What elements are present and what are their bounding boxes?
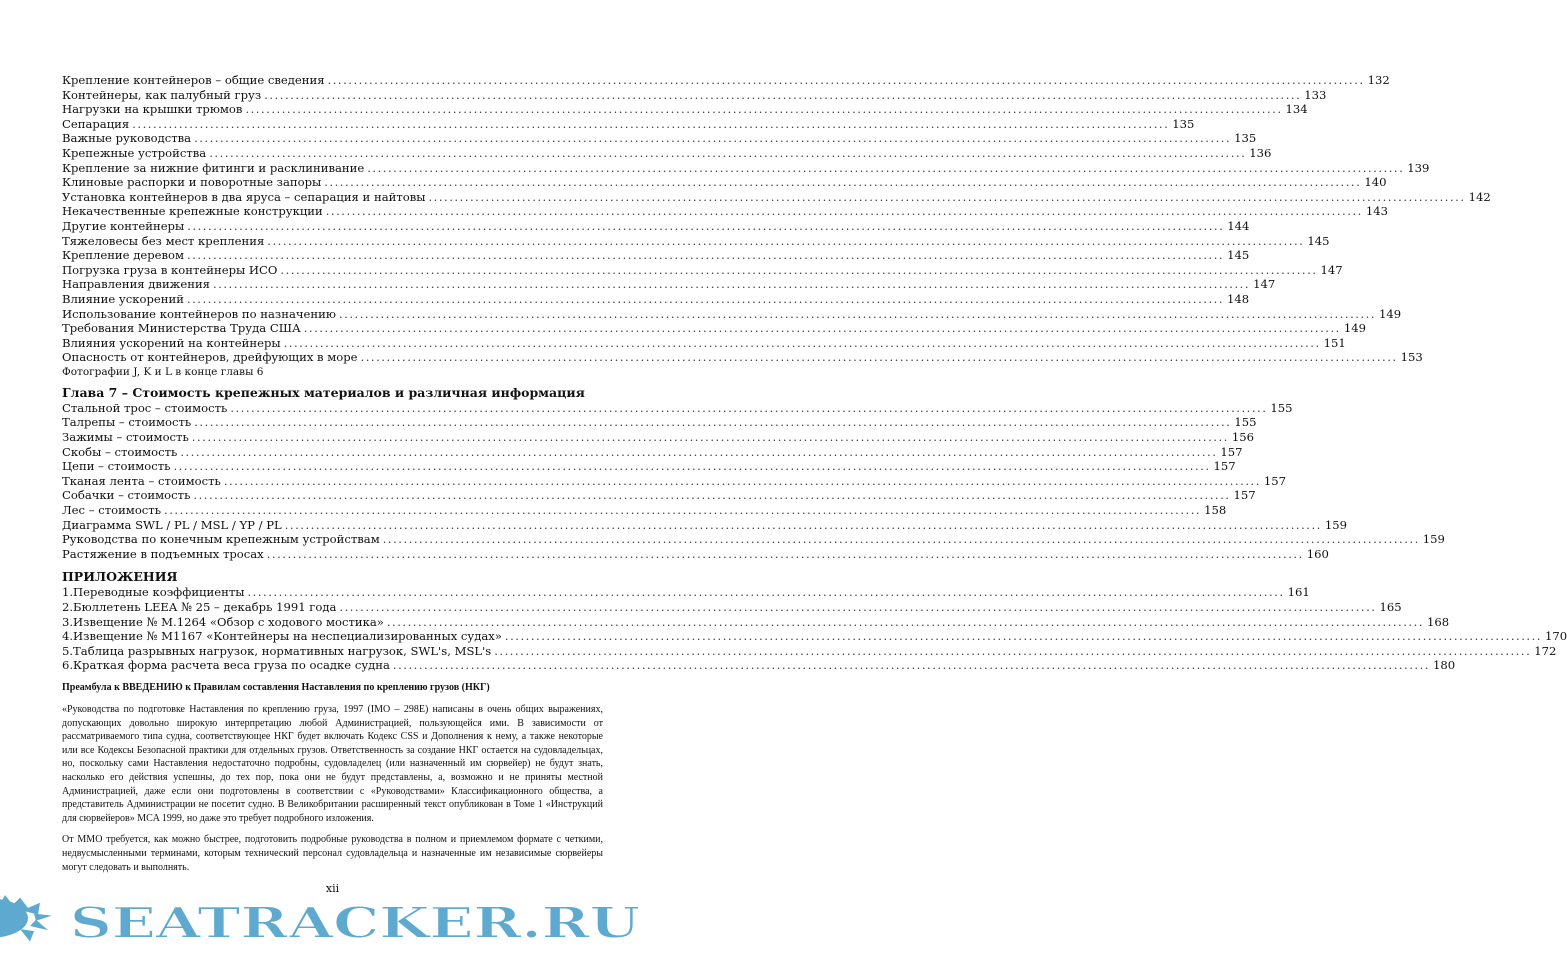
toc-entry-page: 159 xyxy=(1422,532,1445,547)
toc-entry-title: Некачественные крепежные конструкции xyxy=(62,204,323,219)
toc-entry xyxy=(62,248,1250,263)
toc-entry-page: 142 xyxy=(1468,189,1491,204)
toc-entry xyxy=(62,459,1236,474)
toc-entry xyxy=(62,430,1254,445)
toc-entry-title: Скобы – стоимость xyxy=(62,444,178,459)
toc-entry-title: Тяжеловесы без мест крепления xyxy=(62,233,265,248)
toc-entry-page: 170 xyxy=(1545,629,1567,644)
toc-entry-page: 161 xyxy=(1287,585,1310,600)
toc-leader-dots xyxy=(173,459,1210,474)
toc-entry-page: 135 xyxy=(1234,131,1257,146)
page-content xyxy=(62,73,1567,948)
toc-entry-title: Клиновые распорки и поворотные запоры xyxy=(62,175,322,190)
toc-entry-page: 156 xyxy=(1231,430,1254,445)
toc-leader-dots xyxy=(164,503,1201,518)
toc-leader-dots xyxy=(285,518,1322,533)
toc-leader-dots xyxy=(264,88,1301,103)
toc-entry xyxy=(62,585,1310,600)
toc-entry-title: Влияние ускорений xyxy=(62,291,184,306)
toc-entry-title: Диаграмма SWL / PL / MSL / YP / PL xyxy=(62,517,282,532)
toc-entry-page: 153 xyxy=(1400,350,1423,365)
toc-leader-dots xyxy=(224,474,1261,489)
toc-leader-dots xyxy=(326,204,1363,219)
toc-entry-page: 155 xyxy=(1270,400,1293,415)
toc-leader-dots xyxy=(494,644,1531,659)
toc-entry xyxy=(62,175,1387,190)
toc-entry-title: Талрепы – стоимость xyxy=(62,415,192,430)
preamble-paragraph-2: От ММО требуется, как можно быстрее, подготовить подробные руководства в полном и приемлемом формате с четкими, недвусмысленными терминами, которым технический персонал судовладельца и назначенные им независимые сюрвейеры могут следовать и выполнять. xyxy=(62,834,603,873)
toc-entry xyxy=(62,350,1423,365)
toc-entry xyxy=(62,233,1330,249)
toc-entry-page: 132 xyxy=(1367,73,1390,87)
toc-entry xyxy=(62,658,1456,673)
toc-entry-page: 157 xyxy=(1220,444,1243,459)
toc-leader-dots xyxy=(304,321,1341,336)
toc-entry-page: 148 xyxy=(1227,291,1250,306)
toc-entry-title: Опасность от контейнеров, дрейфующих в море xyxy=(62,350,358,365)
toc-entry xyxy=(62,503,1227,518)
toc-entry-page: 143 xyxy=(1365,204,1388,219)
toc-entry xyxy=(62,73,1390,88)
toc-entry-page: 160 xyxy=(1306,546,1329,561)
toc-leader-dots xyxy=(209,146,1246,161)
toc-entry-title: Растяжение в подъемных тросах xyxy=(62,546,264,561)
toc-entry-page: 158 xyxy=(1204,503,1227,518)
toc-entry-title: 1.Переводные коэффициенты xyxy=(62,585,245,600)
toc-entry xyxy=(62,629,1567,644)
toc-leader-dots xyxy=(245,102,1282,117)
toc-entry-page: 157 xyxy=(1263,473,1287,488)
toc-entry-title: Крепление контейнеров – общие сведения xyxy=(62,73,325,87)
toc-entry-title: Направления движения xyxy=(62,277,210,292)
toc-appendices xyxy=(62,585,1567,673)
toc-entry-page: 165 xyxy=(1379,600,1402,614)
toc-leader-dots xyxy=(247,585,1284,600)
toc-entry xyxy=(62,306,1402,322)
photos-note: Фотографии J, K и L в конце главы 6 xyxy=(62,365,264,378)
toc-entry-title: Контейнеры, как палубный груз xyxy=(62,87,262,102)
toc-leader-dots xyxy=(267,547,1304,562)
toc-entry-title: Цепи – стоимость xyxy=(62,459,171,474)
toc-entry xyxy=(62,189,1491,205)
toc-entry xyxy=(62,473,1287,489)
toc-chapter7 xyxy=(62,400,1445,562)
toc-leader-dots xyxy=(284,336,1321,351)
toc-entry-page: 145 xyxy=(1307,233,1330,248)
toc-entry-title: 4.Извещение № M1167 «Контейнеры на неспециализированных судах» xyxy=(62,629,502,644)
toc-entry xyxy=(62,643,1557,659)
preamble-heading: Преамбула к ВВЕДЕНИЮ к Правилам составления Наставления по креплению грузов (НКГ) xyxy=(62,681,490,693)
toc-leader-dots xyxy=(192,430,1229,445)
toc-entry-title: 5.Таблица разрывных нагрузок, нормативных нагрузок, SWL's, MSL's xyxy=(62,643,492,658)
toc-entry xyxy=(62,517,1347,533)
toc-leader-dots xyxy=(339,600,1376,615)
toc-entry-title: Погрузка груза в контейнеры ИСО xyxy=(62,262,278,277)
toc-entry-title: Лес – стоимость xyxy=(62,503,162,518)
toc-leader-dots xyxy=(324,175,1361,190)
toc-entry xyxy=(62,546,1329,562)
toc-entry-title: Стальной трос – стоимость xyxy=(62,400,228,415)
toc-entry xyxy=(62,116,1195,132)
toc-entry xyxy=(62,335,1346,351)
toc-entry-title: 6.Краткая форма расчета веса груза по осадке судна xyxy=(62,658,390,673)
toc-entry-page: 147 xyxy=(1253,277,1276,292)
toc-entry xyxy=(62,600,1402,615)
toc-leader-dots xyxy=(339,307,1376,322)
toc-entry xyxy=(62,614,1450,630)
toc-entry-page: 168 xyxy=(1426,614,1450,629)
toc-entry-title: Влияния ускорений на контейнеры xyxy=(62,335,281,350)
toc-entry-page: 157 xyxy=(1233,488,1256,503)
toc-entry xyxy=(62,87,1327,103)
toc-entry xyxy=(62,277,1276,292)
toc-entry-title: Нагрузки на крышки трюмов xyxy=(62,102,243,117)
toc-entry-title: 2.Бюллетень LEEA № 25 – декабрь 1991 года xyxy=(62,600,337,614)
toc-entry-title: 3.Извещение № M.1264 «Обзор с ходового мостика» xyxy=(62,614,384,629)
toc-entry-title: Крепление деревом xyxy=(62,248,185,263)
toc-leader-dots xyxy=(187,248,1224,263)
watermark-text: SEATRACKER.RU xyxy=(70,898,640,948)
toc-entry-title: Важные руководства xyxy=(62,131,192,146)
toc-leader-dots xyxy=(328,73,1365,88)
toc-entry-title: Зажимы – стоимость xyxy=(62,430,189,445)
toc-entry-title: Собачки – стоимость xyxy=(62,488,191,503)
toc-leader-dots xyxy=(213,277,1250,292)
toc-entry xyxy=(62,102,1308,117)
toc-entry-page: 157 xyxy=(1213,459,1236,474)
toc-leader-dots xyxy=(280,263,1317,278)
toc-entry-page: 145 xyxy=(1227,248,1250,263)
toc-entry-page: 135 xyxy=(1172,116,1195,131)
chapter7-heading: Глава 7 – Стоимость крепежных материалов и различная информация xyxy=(62,384,585,400)
toc-leader-dots xyxy=(193,488,1230,503)
toc-entry xyxy=(62,204,1388,219)
toc-entry xyxy=(62,291,1250,307)
toc-entry-title: Крепление за нижние фитинги и расклинивание xyxy=(62,160,365,175)
toc-leader-dots xyxy=(194,131,1231,146)
toc-entry-page: 155 xyxy=(1234,415,1257,430)
page-number: xii xyxy=(325,882,340,896)
toc-entry xyxy=(62,532,1445,547)
toc-leader-dots xyxy=(367,161,1404,176)
appendices-heading: ПРИЛОЖЕНИЯ xyxy=(62,569,178,585)
toc-entry-page: 139 xyxy=(1407,160,1430,175)
toc-leader-dots xyxy=(505,629,1542,644)
toc-leader-dots xyxy=(387,615,1424,630)
toc-entry xyxy=(62,262,1343,278)
toc-leader-dots xyxy=(267,234,1304,249)
toc-entry-title: Крепежные устройства xyxy=(62,145,207,160)
toc-leader-dots xyxy=(428,190,1465,205)
toc-leader-dots xyxy=(187,292,1224,307)
toc-leader-dots xyxy=(132,117,1169,132)
sun-icon xyxy=(0,895,52,941)
toc-entry-page: 136 xyxy=(1249,145,1272,160)
toc-entry-page: 133 xyxy=(1304,87,1327,102)
toc-entry-title: Установка контейнеров в два яруса – сепарация и найтовы xyxy=(62,189,426,204)
toc-entry xyxy=(62,145,1272,161)
toc-entry xyxy=(62,218,1250,234)
toc-entry xyxy=(62,444,1243,460)
toc-entry-page: 180 xyxy=(1433,658,1456,673)
toc-entry xyxy=(62,321,1366,336)
toc-entry-title: Сепарация xyxy=(62,116,130,131)
toc-section-containers xyxy=(62,73,1491,365)
toc-entry-page: 172 xyxy=(1534,643,1557,658)
toc-leader-dots xyxy=(180,445,1217,460)
preamble-paragraph-1: «Руководства по подготовке Наставления по креплению груза, 1997 (IMO – 298E) написаны в очень общих выражениях, допускающих довольно широкую интерпретацию любой Администрацией, пользующейся ими. В зависимости от рассматриваемого типа судна, соответствующее НКГ будет включать Кодекс CSS и Дополнения к нему, а также некоторые или все Кодексы Безопасной практики для отдельных грузов. Ответственность за создание НКГ остается на судовладельцах, но, поскольку сами Наставления недостаточно подробны, судовладелец (или назначенный им сюрвейер) не будут знать, насколько его действия успешны, до тех пор, пока они не будут представлены, а, возможно и не приняты местной Администрацией, даже если они подготовлены в соответствии с «Руководствами» Классификационного общества, а представитель Администрации не посетит судно. В Великобритании расширенный текст опубликован в Томе 1 «Инструкций для сюрвейеров» MCA 1999, но даже это требует подробного изложения. xyxy=(62,703,603,824)
toc-leader-dots xyxy=(361,350,1398,365)
toc-entry-title: Другие контейнеры xyxy=(62,218,185,233)
toc-entry-title: Использование контейнеров по назначению xyxy=(62,306,336,321)
toc-leader-dots xyxy=(194,415,1231,430)
toc-entry xyxy=(62,160,1430,176)
toc-entry-page: 151 xyxy=(1323,335,1346,350)
toc-leader-dots xyxy=(383,532,1420,547)
toc-leader-dots xyxy=(187,219,1224,234)
toc-entry xyxy=(62,488,1256,503)
toc-entry-page: 144 xyxy=(1227,218,1250,233)
toc-entry-title: Руководства по конечным крепежным устройствам xyxy=(62,532,380,547)
toc-entry-page: 159 xyxy=(1324,517,1347,532)
toc-entry-page: 134 xyxy=(1285,102,1308,117)
toc-leader-dots xyxy=(393,658,1430,673)
toc-entry-page: 147 xyxy=(1320,262,1343,277)
toc-entry xyxy=(62,415,1257,430)
toc-entry xyxy=(62,131,1257,146)
toc-entry xyxy=(62,400,1293,416)
toc-entry-title: Требования Министерства Труда США xyxy=(62,321,301,336)
toc-leader-dots xyxy=(230,401,1267,416)
toc-entry-title: Тканая лента – стоимость xyxy=(62,473,221,488)
seatracker-watermark-logo xyxy=(0,895,641,948)
toc-entry-page: 149 xyxy=(1379,306,1402,321)
toc-entry-page: 140 xyxy=(1364,175,1387,190)
toc-entry-page: 149 xyxy=(1343,321,1366,336)
